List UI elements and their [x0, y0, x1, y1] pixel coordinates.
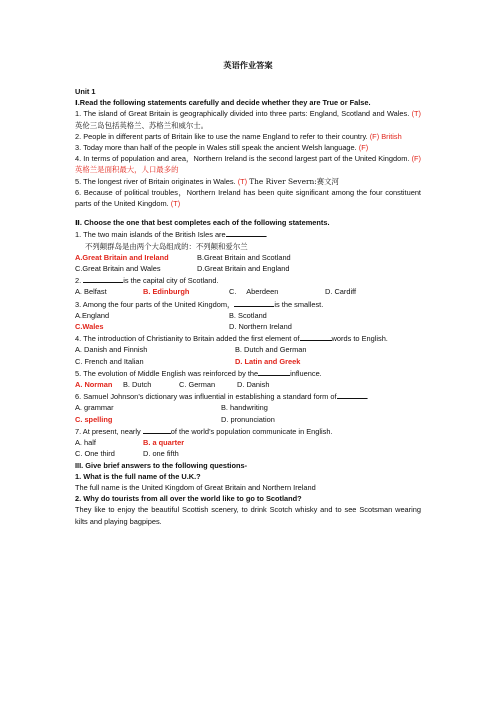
options-row [75, 437, 421, 448]
option-d: D. Danish [237, 380, 270, 390]
options-row [75, 379, 421, 390]
option-d: D.Great Britain and England [197, 264, 290, 274]
mc-note: 不列颠群岛是由两个大岛组成的：不列颠和爱尔兰 [85, 241, 248, 251]
tf-answer: (F) British [369, 131, 402, 141]
option-b: B. Scotland [229, 310, 267, 320]
mc-question-4: 4. The introduction of Christianity to Britain added the first element of words to English. [75, 334, 388, 344]
tf-item-1: 1. The island of Great Britain is geographically divided into three parts: England, Scotland and Wales. (T) 英伦三岛包括英格兰、苏格兰和威尔士。 [75, 109, 421, 130]
tf-note: 英格兰是面积最大，人口最多的 [75, 165, 179, 175]
unit-heading: Unit 1 [75, 87, 96, 96]
tf-item-2: 2. People in different parts of Britain like to use the name England to refer to their country. (F) British [75, 131, 402, 141]
section3-heading: III. Give brief answers to the following questions- [75, 460, 248, 470]
option-a: A. grammar [75, 403, 114, 413]
options-row [75, 448, 421, 459]
section2-heading: Ⅱ. Choose the one that best completes each of the following statements. [75, 218, 330, 228]
option-a: A.Great Britain and Ireland [75, 252, 169, 262]
option-b: B. Dutch [123, 380, 152, 390]
option-a: A. Norman [75, 380, 113, 390]
option-c: C. spelling [75, 414, 113, 424]
document-body [75, 86, 421, 527]
option-a: A. half [75, 438, 96, 448]
options-row [75, 310, 421, 321]
option-b: B. Dutch and German [235, 345, 307, 355]
option-a: A.England [75, 310, 110, 320]
answer-blank [83, 274, 123, 283]
option-d: D. Northern Ireland [229, 322, 292, 332]
option-c: C.Wales [75, 322, 104, 332]
options-row [75, 356, 421, 367]
tf-item-3: 3. Today more than half of the people in Wales still speak the ancient Welsh language. (F) [75, 143, 369, 153]
qa-answer-2: They like to enjoy the beautiful Scottish scenery, to drink Scotch whisky and to see Scotsman wearing kilts and playing bagpipes. [75, 505, 421, 526]
mc-question-3: 3. Among the four parts of the United Kingdom， is the smallest. [75, 299, 324, 309]
option-b: B. handwriting [221, 403, 268, 413]
options-row [75, 402, 421, 413]
options-row [75, 286, 421, 297]
option-a: A. Danish and Finnish [75, 345, 148, 355]
option-c: C. One third [75, 449, 115, 459]
tf-answer: (F) [411, 154, 421, 164]
options-row [75, 263, 421, 274]
option-b: B. Edinburgh [143, 287, 190, 297]
answer-blank [143, 425, 171, 434]
tf-item-4: 4. In terms of population and area，Northern Ireland is the second largest part of the United Kingdom. (F) 英格兰是面积最大，人口最多的 [75, 154, 421, 175]
qa-question-2: 2. Why do tourists from all over the world like to go to Scotland? [75, 494, 302, 504]
tf-item-5: 5. The longest river of Britain originates in Wales. (T) The River Severn:赛文河 [75, 176, 339, 186]
option-b: B.Great Britain and Scotland [197, 252, 291, 262]
option-c: C. German [179, 380, 216, 390]
option-b: B. a quarter [143, 438, 185, 448]
tf-answer: (T) [237, 176, 248, 186]
tf-answer: (T) [411, 109, 421, 119]
tf-answer: (T) [170, 199, 181, 209]
options-row [75, 321, 421, 332]
tf-note: The River Severn:赛文河 [249, 176, 339, 186]
tf-note: 英伦三岛包括英格兰、苏格兰和威尔士。 [75, 120, 209, 130]
option-d: D. one fifth [143, 449, 179, 459]
answer-blank [234, 298, 274, 307]
option-a: A. Belfast [75, 287, 107, 297]
qa-question-1: 1. What is the full name of the U.K.? [75, 471, 201, 481]
option-d: D. Latin and Greek [235, 356, 301, 366]
answer-blank [226, 228, 266, 237]
answer-blank [258, 367, 290, 376]
mc-question-2: 2. is the capital city of Scotland. [75, 276, 219, 286]
answer-blank [300, 332, 332, 341]
section1-heading: Ⅰ.Read the following statements carefully and decide whether they are True or False. [75, 98, 371, 108]
mc-question-6: 6. Samuel Johnson’s dictionary was influential in establishing a standard form of . [75, 392, 369, 402]
option-c: C. Aberdeen [229, 287, 279, 297]
answer-blank [337, 390, 367, 399]
page-title: 英语作业答案 [223, 61, 273, 70]
mc-question-7: 7. At present, nearly of the world’s population communicate in English. [75, 426, 333, 436]
mc-question-5: 5. The evolution of Middle English was reinforced by the influence. [75, 368, 322, 378]
option-c: C. French and Italian [75, 356, 144, 366]
option-c: C.Great Britain and Wales [75, 264, 161, 274]
option-d: D. Cardiff [325, 287, 357, 297]
tf-item-6: 6. Because of political troubles，Northern Ireland has been quite significant among the four constituent parts of the United Kingdom. (T) [75, 187, 421, 209]
options-row [75, 252, 421, 263]
tf-answer: (F) [358, 143, 369, 153]
options-row [75, 344, 421, 355]
mc-question-1: 1. The two main islands of the British Isles are . [75, 230, 268, 240]
options-row [75, 414, 421, 425]
qa-answer-1: The full name is the United Kingdom of Great Britain and Northern Ireland [75, 482, 316, 492]
option-d: D. pronunciation [221, 414, 275, 424]
